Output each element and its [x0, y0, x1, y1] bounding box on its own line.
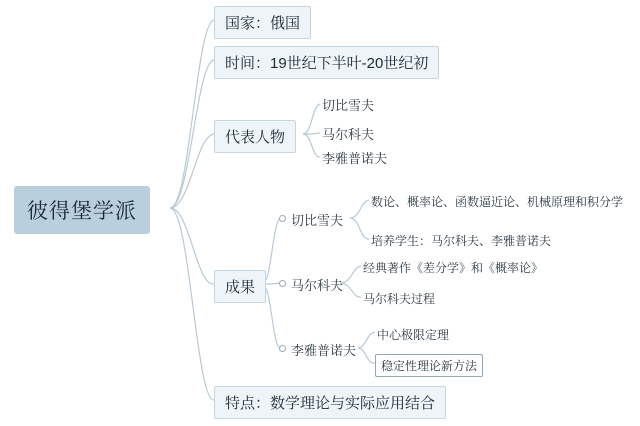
achievement-lyapunov-stability[interactable]: 稳定性理论新方法: [375, 354, 483, 377]
mindmap-root-node[interactable]: 彼得堡学派: [14, 186, 150, 234]
achievement-group-markov[interactable]: 马尔科夫: [291, 278, 344, 293]
achievement-markov-books[interactable]: 经典著作《差分学》和《概率论》: [363, 261, 544, 275]
achievement-markov-process[interactable]: 马尔科夫过程: [363, 292, 436, 306]
bullet-icon: [279, 215, 286, 222]
achievement-lyapunov-clt[interactable]: 中心极限定理: [377, 328, 450, 342]
branch-features[interactable]: 特点：数学理论与实际应用结合: [214, 386, 446, 419]
achievement-group-chebyshev[interactable]: 切比雪夫: [291, 213, 344, 228]
achievement-group-lyapunov[interactable]: 李雅普诺夫: [291, 343, 357, 358]
branch-country[interactable]: 国家：俄国: [214, 6, 311, 39]
figure-chebyshev[interactable]: 切比雪夫: [322, 98, 375, 113]
figure-markov[interactable]: 马尔科夫: [322, 127, 375, 142]
achievement-chebyshev-students[interactable]: 培养学生：马尔科夫、李雅普诺夫: [371, 234, 552, 248]
figure-lyapunov[interactable]: 李雅普诺夫: [322, 151, 388, 166]
bullet-icon: [279, 345, 286, 352]
branch-achievements[interactable]: 成果: [214, 270, 266, 303]
branch-time[interactable]: 时间：19世纪下半叶-20世纪初: [214, 46, 439, 79]
achievement-chebyshev-fields[interactable]: 数论、概率论、函数逼近论、机械原理和积分学: [371, 195, 624, 209]
bullet-icon: [279, 280, 286, 287]
branch-figures[interactable]: 代表人物: [214, 120, 296, 153]
